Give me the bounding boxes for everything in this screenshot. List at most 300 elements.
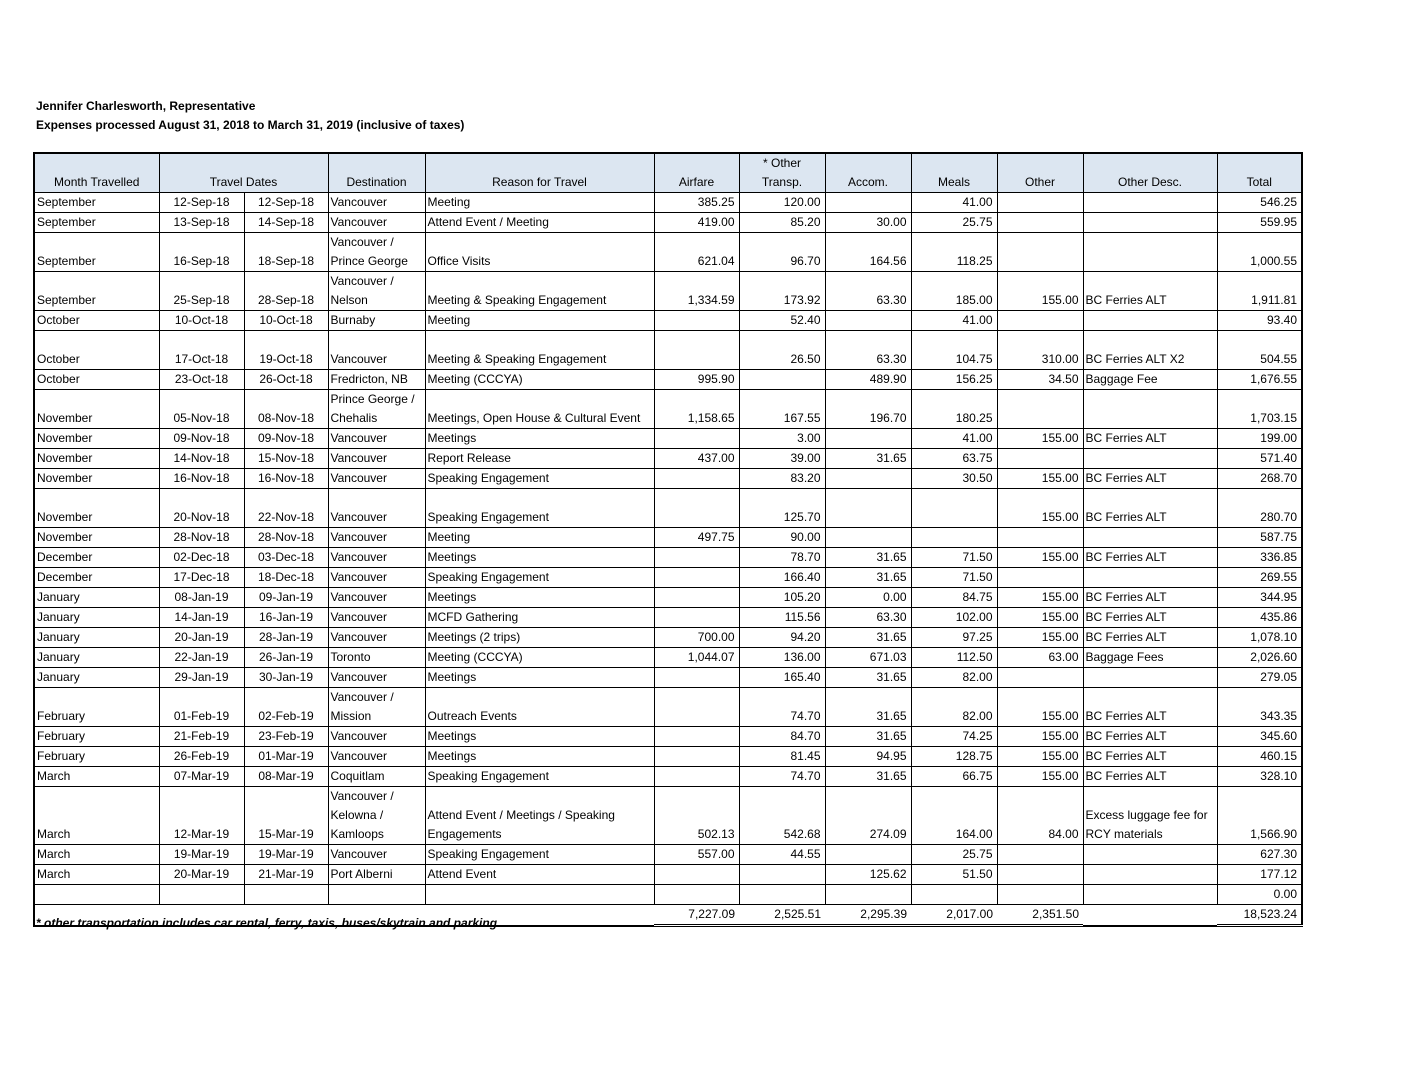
cell-other: 155.00 <box>997 489 1083 528</box>
cell-airfare: 385.25 <box>654 193 739 213</box>
table-row <box>34 588 1302 608</box>
cell-date-to: 15-Mar-19 <box>244 787 328 845</box>
cell-airfare <box>654 489 739 528</box>
cell-month: January <box>34 628 159 648</box>
cell-other-desc: BC Ferries ALT <box>1083 727 1217 747</box>
cell-destination: Vancouver <box>328 193 425 213</box>
report-subtitle: Expenses processed August 31, 2018 to March 31, 2019 (inclusive of taxes) <box>36 118 465 132</box>
cell-other-transp: 173.92 <box>739 272 825 311</box>
cell-date-to: 26-Jan-19 <box>244 648 328 668</box>
cell-airfare <box>654 767 739 787</box>
cell-date-to: 09-Jan-19 <box>244 588 328 608</box>
cell-reason: Meetings <box>425 668 654 688</box>
cell-destination: Coquitlam <box>328 767 425 787</box>
cell-airfare: 1,334.59 <box>654 272 739 311</box>
cell-accom: 94.95 <box>825 747 911 767</box>
cell-accom: 63.30 <box>825 272 911 311</box>
cell-other-transp: 83.20 <box>739 469 825 489</box>
cell-month: February <box>34 747 159 767</box>
cell-date-to: 16-Jan-19 <box>244 608 328 628</box>
grand-total: 18,523.24 <box>1217 905 1302 926</box>
cell-total: 435.86 <box>1217 608 1302 628</box>
cell-month: December <box>34 568 159 588</box>
cell-destination: Vancouver / Mission <box>328 688 425 727</box>
col-other-header: Other <box>997 153 1083 193</box>
table-row <box>34 845 1302 865</box>
cell-date-to: 26-Oct-18 <box>244 370 328 390</box>
cell-date-from: 08-Jan-19 <box>159 588 244 608</box>
cell-destination: Toronto <box>328 648 425 668</box>
cell-accom: 31.65 <box>825 449 911 469</box>
table-row <box>34 233 1302 272</box>
table-row <box>34 628 1302 648</box>
cell-airfare <box>654 747 739 767</box>
table-row <box>34 688 1302 727</box>
cell-meals: 41.00 <box>911 193 997 213</box>
cell-date-from: 28-Nov-18 <box>159 528 244 548</box>
cell-reason: Meeting & Speaking Engagement <box>425 272 654 311</box>
cell-other: 34.50 <box>997 370 1083 390</box>
cell-total: 336.85 <box>1217 548 1302 568</box>
cell-other-desc <box>1083 528 1217 548</box>
cell-other-transp: 90.00 <box>739 528 825 548</box>
cell-date-to: 15-Nov-18 <box>244 449 328 469</box>
col-airfare-header: Airfare <box>654 153 739 193</box>
cell-other-transp: 105.20 <box>739 588 825 608</box>
cell-total: 1,911.81 <box>1217 272 1302 311</box>
cell-meals: 118.25 <box>911 233 997 272</box>
cell-total: 93.40 <box>1217 311 1302 331</box>
cell-destination: Vancouver <box>328 213 425 233</box>
cell-accom <box>825 429 911 449</box>
cell-destination: Vancouver / Kelowna / Kamloops <box>328 787 425 845</box>
cell-month: January <box>34 648 159 668</box>
cell-reason: Meetings <box>425 548 654 568</box>
cell-airfare <box>654 588 739 608</box>
cell-accom <box>825 193 911 213</box>
cell-month: March <box>34 845 159 865</box>
cell-airfare: 557.00 <box>654 845 739 865</box>
cell-other: 155.00 <box>997 747 1083 767</box>
cell-month: November <box>34 390 159 429</box>
cell-accom: 31.65 <box>825 727 911 747</box>
cell-destination: Vancouver <box>328 548 425 568</box>
cell-reason: Meetings <box>425 747 654 767</box>
cell-date-from: 23-Oct-18 <box>159 370 244 390</box>
cell-other: 155.00 <box>997 727 1083 747</box>
cell-date-from: 29-Jan-19 <box>159 668 244 688</box>
cell-total: 504.55 <box>1217 331 1302 370</box>
cell-accom: 30.00 <box>825 213 911 233</box>
cell-airfare <box>654 608 739 628</box>
cell-date-from: 05-Nov-18 <box>159 390 244 429</box>
table-row <box>34 213 1302 233</box>
cell-total: 546.25 <box>1217 193 1302 213</box>
cell-accom: 31.65 <box>825 568 911 588</box>
cell-other-transp: 96.70 <box>739 233 825 272</box>
cell-other <box>997 668 1083 688</box>
cell-month: November <box>34 528 159 548</box>
cell-other-transp: 52.40 <box>739 311 825 331</box>
cell-accom: 31.65 <box>825 548 911 568</box>
cell-date-from: 01-Feb-19 <box>159 688 244 727</box>
cell-airfare: 502.13 <box>654 787 739 845</box>
cell-date-from: 26-Feb-19 <box>159 747 244 767</box>
cell-total: 559.95 <box>1217 213 1302 233</box>
cell-other-transp: 3.00 <box>739 429 825 449</box>
table-row <box>34 449 1302 469</box>
cell-other <box>997 311 1083 331</box>
cell-other-desc: BC Ferries ALT <box>1083 469 1217 489</box>
cell-airfare: 437.00 <box>654 449 739 469</box>
cell-accom: 31.65 <box>825 628 911 648</box>
cell-other <box>997 528 1083 548</box>
cell-total: 328.10 <box>1217 767 1302 787</box>
cell-accom <box>825 528 911 548</box>
cell-other-desc: Baggage Fee <box>1083 370 1217 390</box>
cell-date-to: 16-Nov-18 <box>244 469 328 489</box>
cell-reason: Meeting <box>425 311 654 331</box>
cell-other-desc <box>1083 885 1217 905</box>
cell-other-transp: 39.00 <box>739 449 825 469</box>
cell-other <box>997 213 1083 233</box>
cell-airfare: 621.04 <box>654 233 739 272</box>
cell-accom: 0.00 <box>825 588 911 608</box>
cell-meals: 128.75 <box>911 747 997 767</box>
cell-airfare <box>654 568 739 588</box>
cell-other <box>997 568 1083 588</box>
cell-date-to: 23-Feb-19 <box>244 727 328 747</box>
cell-accom: 274.09 <box>825 787 911 845</box>
cell-accom: 31.65 <box>825 767 911 787</box>
cell-airfare <box>654 885 739 905</box>
cell-reason: Outreach Events <box>425 688 654 727</box>
total-other: 2,351.50 <box>997 905 1083 926</box>
cell-date-to: 30-Jan-19 <box>244 668 328 688</box>
cell-reason: Meetings <box>425 429 654 449</box>
cell-other-transp: 136.00 <box>739 648 825 668</box>
cell-total: 587.75 <box>1217 528 1302 548</box>
cell-other-desc: BC Ferries ALT X2 <box>1083 331 1217 370</box>
cell-destination: Vancouver <box>328 727 425 747</box>
cell-other <box>997 865 1083 885</box>
cell-destination: Vancouver <box>328 489 425 528</box>
cell-airfare: 995.90 <box>654 370 739 390</box>
cell-meals: 41.00 <box>911 311 997 331</box>
cell-destination: Vancouver <box>328 845 425 865</box>
cell-date-from: 13-Sep-18 <box>159 213 244 233</box>
cell-other-desc: Baggage Fees <box>1083 648 1217 668</box>
cell-other: 84.00 <box>997 787 1083 845</box>
cell-other <box>997 390 1083 429</box>
cell-date-from: 16-Nov-18 <box>159 469 244 489</box>
cell-month: November <box>34 469 159 489</box>
cell-other-transp: 125.70 <box>739 489 825 528</box>
cell-other-transp <box>739 370 825 390</box>
cell-date-from: 25-Sep-18 <box>159 272 244 311</box>
cell-accom: 489.90 <box>825 370 911 390</box>
cell-total: 279.05 <box>1217 668 1302 688</box>
cell-destination: Vancouver <box>328 568 425 588</box>
cell-destination: Vancouver <box>328 469 425 489</box>
cell-month: January <box>34 588 159 608</box>
cell-total: 268.70 <box>1217 469 1302 489</box>
table-row <box>34 548 1302 568</box>
cell-other-transp: 78.70 <box>739 548 825 568</box>
cell-other-transp: 165.40 <box>739 668 825 688</box>
col-destination-header: Destination <box>328 153 425 193</box>
cell-other-desc: BC Ferries ALT <box>1083 588 1217 608</box>
cell-meals: 102.00 <box>911 608 997 628</box>
cell-meals: 51.50 <box>911 865 997 885</box>
cell-airfare <box>654 429 739 449</box>
cell-meals: 74.25 <box>911 727 997 747</box>
cell-date-to: 21-Mar-19 <box>244 865 328 885</box>
cell-total: 1,000.55 <box>1217 233 1302 272</box>
cell-month: October <box>34 311 159 331</box>
cell-date-from: 17-Dec-18 <box>159 568 244 588</box>
cell-destination: Vancouver <box>328 668 425 688</box>
cell-date-from: 17-Oct-18 <box>159 331 244 370</box>
cell-meals <box>911 489 997 528</box>
cell-other <box>997 885 1083 905</box>
cell-airfare: 1,158.65 <box>654 390 739 429</box>
cell-total: 269.55 <box>1217 568 1302 588</box>
table-row <box>34 311 1302 331</box>
cell-meals: 84.75 <box>911 588 997 608</box>
cell-meals: 156.25 <box>911 370 997 390</box>
cell-meals: 25.75 <box>911 213 997 233</box>
cell-date-to: 19-Mar-19 <box>244 845 328 865</box>
cell-other-desc <box>1083 668 1217 688</box>
cell-meals: 82.00 <box>911 688 997 727</box>
cell-other-desc <box>1083 311 1217 331</box>
table-row <box>34 429 1302 449</box>
cell-total: 343.35 <box>1217 688 1302 727</box>
col-meals-header: Meals <box>911 153 997 193</box>
cell-other-transp <box>739 865 825 885</box>
table-row <box>34 331 1302 370</box>
cell-month: March <box>34 787 159 845</box>
cell-reason: Attend Event / Meeting <box>425 213 654 233</box>
cell-airfare: 1,044.07 <box>654 648 739 668</box>
report-title: Jennifer Charlesworth, Representative <box>36 99 256 113</box>
cell-other-transp: 542.68 <box>739 787 825 845</box>
cell-reason <box>425 885 654 905</box>
cell-date-from: 02-Dec-18 <box>159 548 244 568</box>
cell-month: January <box>34 668 159 688</box>
cell-accom <box>825 311 911 331</box>
cell-other-transp: 85.20 <box>739 213 825 233</box>
cell-accom <box>825 885 911 905</box>
cell-airfare <box>654 727 739 747</box>
col-reason-header: Reason for Travel <box>425 153 654 193</box>
cell-meals: 25.75 <box>911 845 997 865</box>
table-row <box>34 193 1302 213</box>
col-other-transp-header: * Other Transp. <box>739 153 825 193</box>
cell-date-to: 18-Dec-18 <box>244 568 328 588</box>
cell-date-to: 02-Feb-19 <box>244 688 328 727</box>
table-row <box>34 865 1302 885</box>
cell-airfare <box>654 331 739 370</box>
cell-other-desc <box>1083 233 1217 272</box>
cell-reason: Meetings (2 trips) <box>425 628 654 648</box>
cell-destination: Port Alberni <box>328 865 425 885</box>
cell-other-transp: 115.56 <box>739 608 825 628</box>
cell-other <box>997 233 1083 272</box>
cell-accom: 63.30 <box>825 608 911 628</box>
cell-month: March <box>34 865 159 885</box>
cell-date-from <box>159 885 244 905</box>
cell-destination: Vancouver <box>328 528 425 548</box>
cell-destination: Vancouver <box>328 588 425 608</box>
cell-date-to: 03-Dec-18 <box>244 548 328 568</box>
cell-reason: Speaking Engagement <box>425 845 654 865</box>
table-row <box>34 727 1302 747</box>
cell-other-desc: BC Ferries ALT <box>1083 608 1217 628</box>
cell-month: March <box>34 767 159 787</box>
cell-date-from: 16-Sep-18 <box>159 233 244 272</box>
cell-date-from: 19-Mar-19 <box>159 845 244 865</box>
cell-meals: 97.25 <box>911 628 997 648</box>
cell-reason: Meeting (CCCYA) <box>425 648 654 668</box>
cell-other-transp: 74.70 <box>739 767 825 787</box>
cell-other: 155.00 <box>997 608 1083 628</box>
cell-date-to: 28-Nov-18 <box>244 528 328 548</box>
cell-meals: 164.00 <box>911 787 997 845</box>
cell-month: October <box>34 331 159 370</box>
cell-reason: MCFD Gathering <box>425 608 654 628</box>
expense-table <box>33 152 1303 927</box>
cell-reason: Speaking Engagement <box>425 469 654 489</box>
cell-airfare <box>654 865 739 885</box>
cell-total: 571.40 <box>1217 449 1302 469</box>
table-row <box>34 489 1302 528</box>
cell-total: 1,566.90 <box>1217 787 1302 845</box>
cell-other: 310.00 <box>997 331 1083 370</box>
cell-month: November <box>34 449 159 469</box>
cell-meals <box>911 528 997 548</box>
cell-meals: 112.50 <box>911 648 997 668</box>
cell-date-to: 12-Sep-18 <box>244 193 328 213</box>
cell-reason: Attend Event / Meetings / Speaking Engagements <box>425 787 654 845</box>
cell-date-from: 22-Jan-19 <box>159 648 244 668</box>
cell-reason: Speaking Engagement <box>425 568 654 588</box>
cell-reason: Attend Event <box>425 865 654 885</box>
cell-airfare <box>654 548 739 568</box>
cell-other-desc <box>1083 449 1217 469</box>
cell-airfare <box>654 311 739 331</box>
cell-total: 627.30 <box>1217 845 1302 865</box>
col-other-desc-header: Other Desc. <box>1083 153 1217 193</box>
col-accom-header: Accom. <box>825 153 911 193</box>
cell-total: 0.00 <box>1217 885 1302 905</box>
col-month-header: Month Travelled <box>34 153 159 193</box>
cell-total: 1,676.55 <box>1217 370 1302 390</box>
cell-date-from: 20-Jan-19 <box>159 628 244 648</box>
cell-other-transp: 84.70 <box>739 727 825 747</box>
cell-other-desc: BC Ferries ALT <box>1083 688 1217 727</box>
col-total-header: Total <box>1217 153 1302 193</box>
cell-other-transp: 94.20 <box>739 628 825 648</box>
table-row <box>34 469 1302 489</box>
cell-total: 460.15 <box>1217 747 1302 767</box>
cell-month: September <box>34 213 159 233</box>
cell-date-from: 14-Nov-18 <box>159 449 244 469</box>
cell-accom: 125.62 <box>825 865 911 885</box>
cell-other-desc: BC Ferries ALT <box>1083 767 1217 787</box>
cell-airfare <box>654 469 739 489</box>
table-row <box>34 668 1302 688</box>
cell-destination: Vancouver <box>328 747 425 767</box>
table-row <box>34 608 1302 628</box>
cell-destination: Burnaby <box>328 311 425 331</box>
cell-other-transp: 81.45 <box>739 747 825 767</box>
cell-date-from: 10-Oct-18 <box>159 311 244 331</box>
cell-reason: Meeting <box>425 193 654 213</box>
cell-other: 155.00 <box>997 548 1083 568</box>
cell-accom: 31.65 <box>825 688 911 727</box>
cell-airfare: 497.75 <box>654 528 739 548</box>
cell-other-desc <box>1083 193 1217 213</box>
cell-accom: 31.65 <box>825 668 911 688</box>
table-row <box>34 767 1302 787</box>
table-row <box>34 885 1302 905</box>
cell-other-transp: 26.50 <box>739 331 825 370</box>
total-meals: 2,017.00 <box>911 905 997 926</box>
cell-date-to <box>244 885 328 905</box>
cell-meals: 71.50 <box>911 548 997 568</box>
table-row <box>34 272 1302 311</box>
cell-reason: Meetings <box>425 727 654 747</box>
cell-meals: 66.75 <box>911 767 997 787</box>
cell-date-to: 08-Nov-18 <box>244 390 328 429</box>
cell-other <box>997 449 1083 469</box>
cell-date-to: 10-Oct-18 <box>244 311 328 331</box>
table-row <box>34 528 1302 548</box>
table-row <box>34 747 1302 767</box>
cell-other <box>997 193 1083 213</box>
cell-destination: Vancouver <box>328 608 425 628</box>
cell-date-from: 20-Mar-19 <box>159 865 244 885</box>
cell-reason: Meeting & Speaking Engagement <box>425 331 654 370</box>
cell-month: September <box>34 193 159 213</box>
cell-date-from: 20-Nov-18 <box>159 489 244 528</box>
cell-other-desc <box>1083 865 1217 885</box>
cell-destination <box>328 885 425 905</box>
cell-other-desc: BC Ferries ALT <box>1083 628 1217 648</box>
cell-destination: Fredricton, NB <box>328 370 425 390</box>
cell-meals: 180.25 <box>911 390 997 429</box>
cell-date-to: 09-Nov-18 <box>244 429 328 449</box>
cell-other <box>997 845 1083 865</box>
cell-other-desc <box>1083 390 1217 429</box>
total-other-transp: 2,525.51 <box>739 905 825 926</box>
cell-accom <box>825 845 911 865</box>
cell-month: November <box>34 489 159 528</box>
cell-other: 155.00 <box>997 688 1083 727</box>
table-row <box>34 370 1302 390</box>
cell-other: 63.00 <box>997 648 1083 668</box>
cell-accom: 164.56 <box>825 233 911 272</box>
cell-meals: 41.00 <box>911 429 997 449</box>
cell-other-desc: Excess luggage fee for RCY materials <box>1083 787 1217 845</box>
cell-airfare <box>654 668 739 688</box>
table-row <box>34 648 1302 668</box>
cell-total: 1,078.10 <box>1217 628 1302 648</box>
cell-date-from: 14-Jan-19 <box>159 608 244 628</box>
cell-accom <box>825 489 911 528</box>
